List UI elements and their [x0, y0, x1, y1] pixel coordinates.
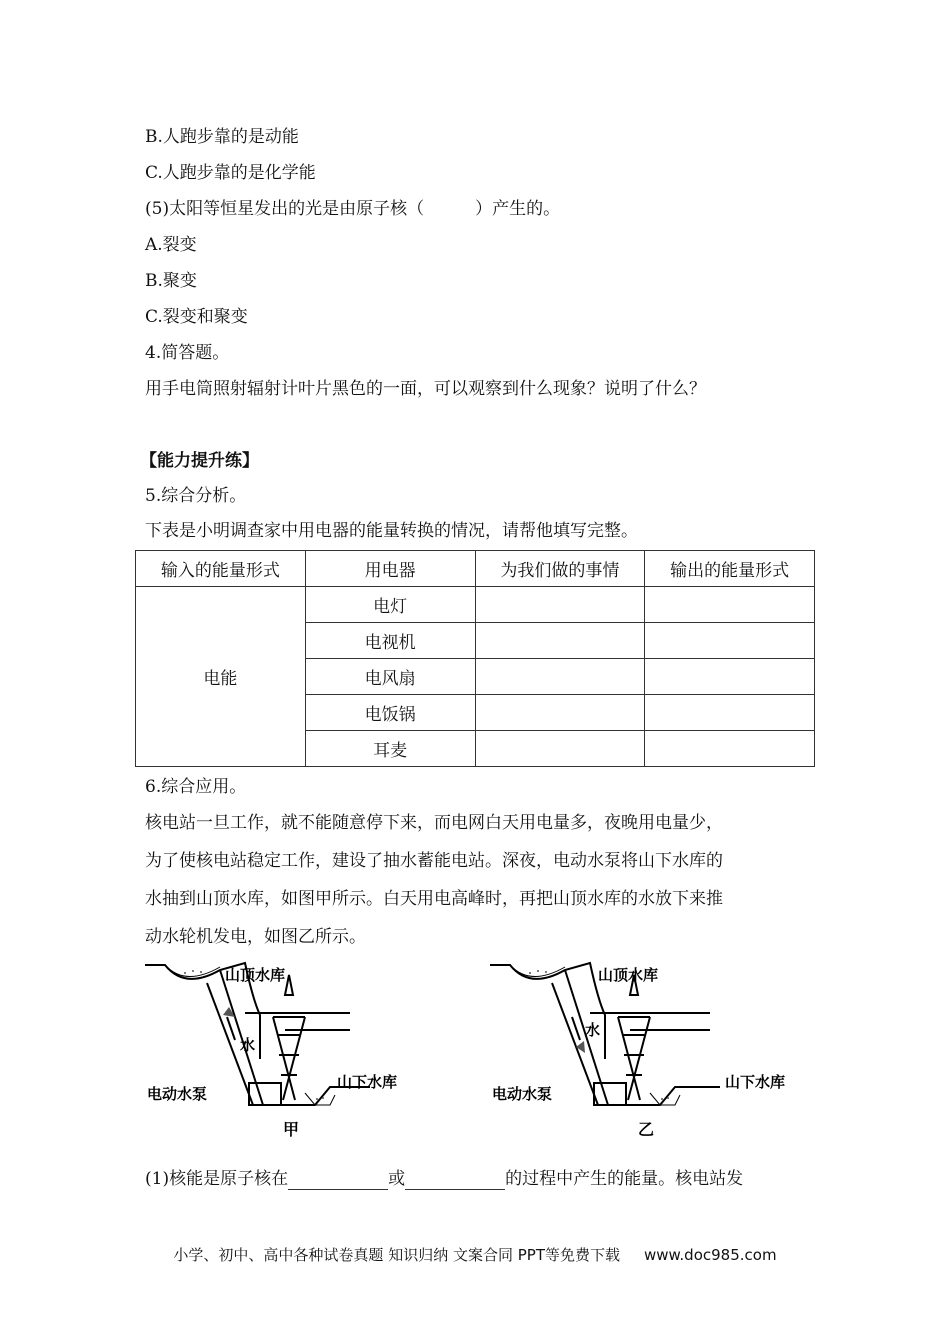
energy-table [135, 550, 815, 767]
option-b-fusion: B.聚变 [145, 271, 197, 291]
diagram-pump-up [145, 955, 445, 1145]
question-4-title: 4.简答题。 [145, 343, 230, 363]
answer-cell[interactable] [645, 731, 815, 767]
answer-cell[interactable] [475, 695, 645, 731]
blank-fission[interactable] [288, 1171, 388, 1190]
appliance-cell: 耳麦 [305, 731, 475, 767]
question-6-paragraph-1: 核电站一旦工作，就不能随意停下来，而电网白天用电量多，夜晚用电量少， [145, 813, 723, 833]
label-bottom-reservoir: 山下水库 [725, 1073, 786, 1091]
answer-cell[interactable] [475, 623, 645, 659]
header-function: 为我们做的事情 [475, 551, 645, 587]
section-title: 【能力提升练】 [140, 451, 259, 471]
header-appliance: 用电器 [305, 551, 475, 587]
header-output-form: 输出的能量形式 [645, 551, 815, 587]
question-5-text: 下表是小明调查家中用电器的能量转换的情况，请帮他填写完整。 [145, 521, 638, 541]
label-pump: 电动水泵 [492, 1085, 553, 1103]
label-top-reservoir: 山顶水库 [225, 966, 286, 984]
question-5-title: 5.综合分析。 [145, 486, 247, 506]
answer-cell[interactable] [645, 659, 815, 695]
answer-cell[interactable] [645, 623, 815, 659]
caption-a: 甲 [283, 1120, 300, 1139]
table-row [136, 587, 815, 623]
question-6-title: 6.综合应用。 [145, 777, 247, 797]
question-6-paragraph-3: 水抽到山顶水库，如图甲所示。白天用电高峰时，再把山顶水库的水放下来推 [145, 889, 723, 909]
table-header-row [136, 551, 815, 587]
sub1-part-b: 或 [388, 1169, 406, 1189]
label-water: 水 [240, 1036, 256, 1054]
appliance-cell: 电饭锅 [305, 695, 475, 731]
label-pump: 电动水泵 [147, 1085, 208, 1103]
label-top-reservoir: 山顶水库 [598, 966, 659, 984]
option-b-run-kinetic: B.人跑步靠的是动能 [145, 127, 299, 147]
label-water: 水 [585, 1021, 601, 1039]
answer-cell[interactable] [645, 587, 815, 623]
label-bottom-reservoir: 山下水库 [337, 1073, 398, 1091]
question-6-paragraph-2: 为了使核电站稳定工作，建设了抽水蓄能电站。深夜，电动水泵将山下水库的 [145, 851, 723, 871]
footer-text: 小学、初中、高中各种试卷真题 知识归纳 文案合同 PPT等免费下载 [173, 1246, 620, 1264]
question-6-paragraph-4: 动水轮机发电，如图乙所示。 [145, 927, 366, 947]
page-footer [0, 1244, 950, 1265]
answer-cell[interactable] [475, 659, 645, 695]
input-form-cell: 电能 [136, 587, 306, 767]
answer-cell[interactable] [475, 587, 645, 623]
blank-fusion[interactable] [405, 1171, 505, 1190]
sub1-part-c: 的过程中产生的能量。核电站发 [505, 1169, 744, 1189]
option-c-both: C.裂变和聚变 [145, 307, 248, 327]
appliance-cell: 电风扇 [305, 659, 475, 695]
header-input-form: 输入的能量形式 [136, 551, 306, 587]
sub1-part-a: (1)核能是原子核在 [145, 1169, 289, 1189]
answer-cell[interactable] [645, 695, 815, 731]
appliance-cell: 电灯 [305, 587, 475, 623]
diagram-generating [490, 955, 810, 1145]
appliance-cell: 电视机 [305, 623, 475, 659]
caption-b: 乙 [638, 1120, 655, 1139]
answer-cell[interactable] [475, 731, 645, 767]
option-c-run-chemical: C.人跑步靠的是化学能 [145, 163, 316, 183]
question-4-text: 用手电筒照射辐射计叶片黑色的一面，可以观察到什么现象？说明了什么？ [145, 379, 706, 399]
footer-site-link[interactable]: www.doc985.com [643, 1246, 777, 1264]
question-6-sub1 [145, 1168, 743, 1190]
question-5-sun: (5)太阳等恒星发出的光是由原子核（ ）产生的。 [145, 199, 561, 219]
option-a-fission: A.裂变 [145, 235, 197, 255]
